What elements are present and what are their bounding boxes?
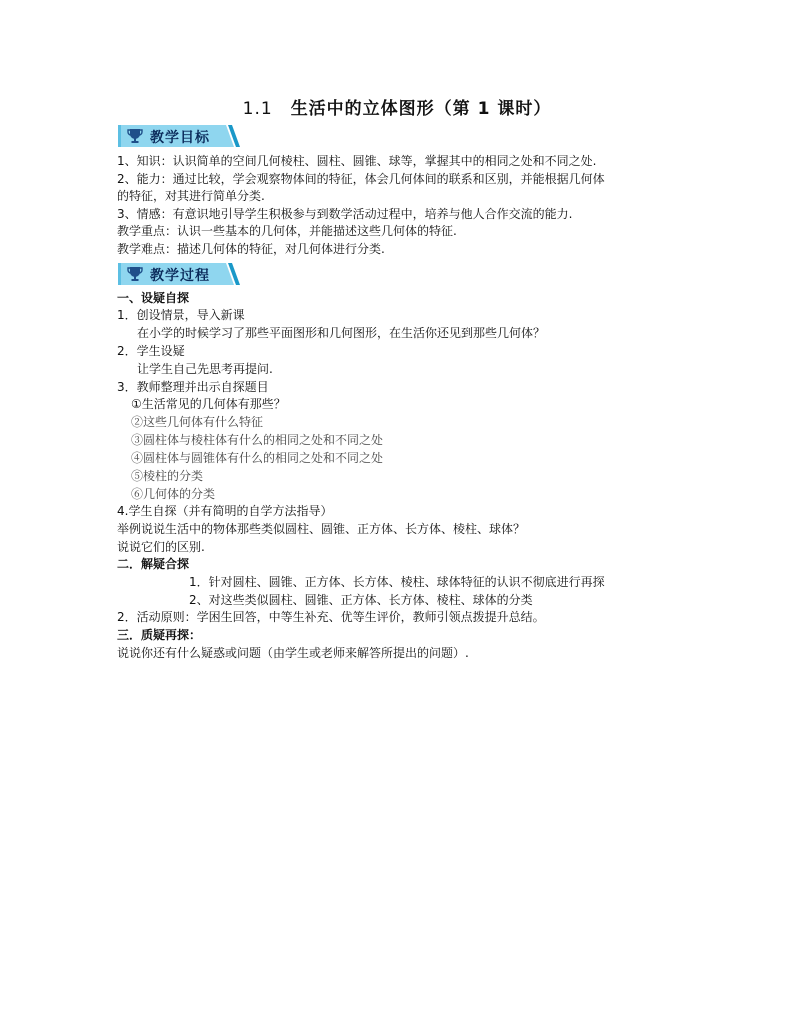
question-item: ⑥几何体的分类 xyxy=(131,487,216,501)
question-item: ⑤棱柱的分类 xyxy=(131,469,204,483)
step-title: 4.学生自探（并有简明的自学方法指导） xyxy=(117,504,333,518)
question-item: ①生活常见的几何体有那些？ xyxy=(131,397,286,411)
step-title: 2．学生设疑 xyxy=(117,344,185,358)
question-item: ②这些几何体有什么特征 xyxy=(131,415,264,429)
trophy-icon xyxy=(127,128,143,144)
part1-heading: 一、设疑自探 xyxy=(117,291,190,305)
process-section-banner xyxy=(118,262,240,286)
step-title: 1．创设情景，导入新课 xyxy=(117,308,245,322)
step-text: 在小学的时候学习了那些平面图形和几何图形，在生活你还见到那些几何体？ xyxy=(137,326,546,340)
step-text: 2．活动原则：学困生回答，中等生补充、优等生评价，教师引领点拨提升总结。 xyxy=(117,610,545,624)
goals-section-banner xyxy=(118,124,240,148)
list-item: 1．针对圆柱、圆锥、正方体、长方体、棱柱、球体特征的认识不彻底进行再探 xyxy=(189,575,605,589)
step-title: 3．教师整理并出示自探题目 xyxy=(117,380,269,394)
question-item: ④圆柱体与圆锥体有什么的相同之处和不同之处 xyxy=(131,451,384,465)
lesson-number: 1.1 xyxy=(242,99,273,119)
goal-line: 2、能力：通过比较，学会观察物体间的特征，体会几何体间的联系和区别，并能根据几何体 xyxy=(117,172,605,186)
goal-line: 的特征，对其进行简单分类. xyxy=(117,189,265,203)
step-text: 说说你还有什么疑惑或问题（由学生或老师来解答所提出的问题）. xyxy=(117,646,469,660)
part2-heading: 二．解疑合探 xyxy=(117,557,190,571)
list-item: 2、对这些类似圆柱、圆锥、正方体、长方体、棱柱、球体的分类 xyxy=(189,593,533,607)
difficult-point: 教学难点：描述几何体的特征，对几何体进行分类. xyxy=(117,242,385,256)
goal-line: 1、知识：认识简单的空间几何棱柱、圆柱、圆锥、球等，掌握其中的相同之处和不同之处. xyxy=(117,154,597,168)
trophy-icon xyxy=(127,266,143,282)
step-text: 让学生自己先思考再提问. xyxy=(137,362,273,376)
step-text: 说说它们的区别. xyxy=(117,540,205,554)
goals-heading: 教学目标 xyxy=(150,130,210,146)
lesson-title: 生活中的立体图形（第 1 课时） xyxy=(290,99,552,119)
part3-heading: 三．质疑再探： xyxy=(117,628,202,642)
page-title xyxy=(0,94,794,119)
step-text: 举例说说生活中的物体那些类似圆柱、圆锥、正方体、长方体、棱柱、球体？ xyxy=(117,522,526,536)
process-heading: 教学过程 xyxy=(150,268,210,284)
key-point: 教学重点：认识一些基本的几何体，并能描述这些几何体的特征. xyxy=(117,224,457,238)
question-item: ③圆柱体与棱柱体有什么的相同之处和不同之处 xyxy=(131,433,384,447)
goal-line: 3、情感：有意识地引导学生积极参与到数学活动过程中，培养与他人合作交流的能力. xyxy=(117,207,573,221)
